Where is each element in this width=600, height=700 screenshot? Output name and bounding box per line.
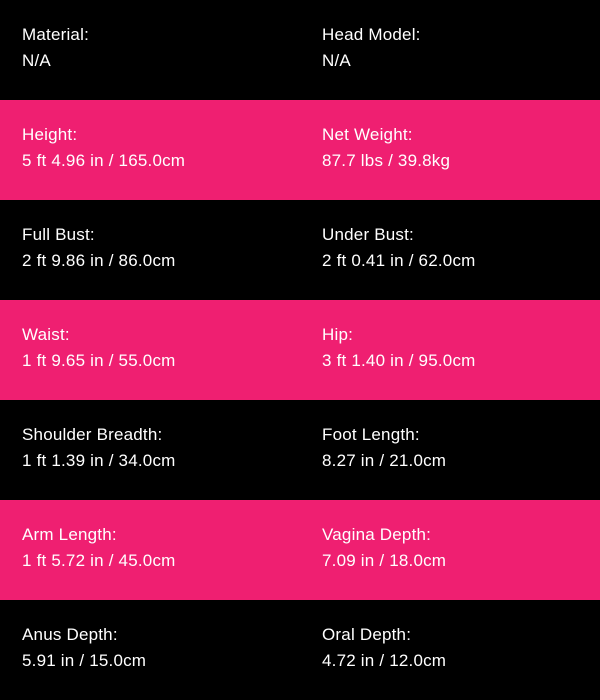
table-row: [0, 600, 600, 700]
spec-label: Waist:: [22, 325, 70, 344]
spec-cell: [300, 100, 600, 200]
spec-cell: [300, 600, 600, 700]
spec-label: Full Bust:: [22, 225, 95, 244]
spec-label: Under Bust:: [322, 225, 414, 244]
spec-cell: [300, 200, 600, 300]
spec-cell: [0, 500, 300, 600]
spec-value: 2 ft 0.41 in / 62.0cm: [322, 251, 476, 270]
spec-label: Oral Depth:: [322, 625, 412, 644]
spec-value: 87.7 lbs / 39.8kg: [322, 151, 451, 170]
spec-value: 8.27 in / 21.0cm: [322, 451, 447, 470]
spec-cell: [0, 300, 300, 400]
spec-label: Material:: [22, 25, 89, 44]
spec-label: Net Weight:: [322, 125, 413, 144]
spec-value: 1 ft 5.72 in / 45.0cm: [22, 551, 176, 570]
spec-label: Vagina Depth:: [322, 525, 432, 544]
table-row: [0, 500, 600, 600]
spec-value: N/A: [322, 51, 351, 70]
spec-cell: [0, 400, 300, 500]
spec-cell: [300, 300, 600, 400]
table-row: [0, 100, 600, 200]
spec-value: 7.09 in / 18.0cm: [322, 551, 447, 570]
spec-cell: [0, 100, 300, 200]
spec-value: 5.91 in / 15.0cm: [22, 651, 147, 670]
table-row: [0, 300, 600, 400]
spec-cell: [300, 500, 600, 600]
spec-cell: [0, 200, 300, 300]
spec-value: 1 ft 9.65 in / 55.0cm: [22, 351, 176, 370]
spec-label: Anus Depth:: [22, 625, 118, 644]
spec-cell: [0, 0, 300, 100]
spec-label: Foot Length:: [322, 425, 420, 444]
spec-value: 4.72 in / 12.0cm: [322, 651, 447, 670]
spec-label: Head Model:: [322, 25, 421, 44]
spec-value: 2 ft 9.86 in / 86.0cm: [22, 251, 176, 270]
spec-cell: [0, 600, 300, 700]
spec-label: Height:: [22, 125, 78, 144]
spec-value: 5 ft 4.96 in / 165.0cm: [22, 151, 186, 170]
table-row: [0, 200, 600, 300]
spec-label: Shoulder Breadth:: [22, 425, 163, 444]
table-row: [0, 0, 600, 100]
spec-cell: [300, 400, 600, 500]
spec-value: 1 ft 1.39 in / 34.0cm: [22, 451, 176, 470]
spec-label: Hip:: [322, 325, 354, 344]
spec-label: Arm Length:: [22, 525, 117, 544]
spec-cell: [300, 0, 600, 100]
spec-value: 3 ft 1.40 in / 95.0cm: [322, 351, 476, 370]
table-row: [0, 400, 600, 500]
spec-value: N/A: [22, 51, 51, 70]
